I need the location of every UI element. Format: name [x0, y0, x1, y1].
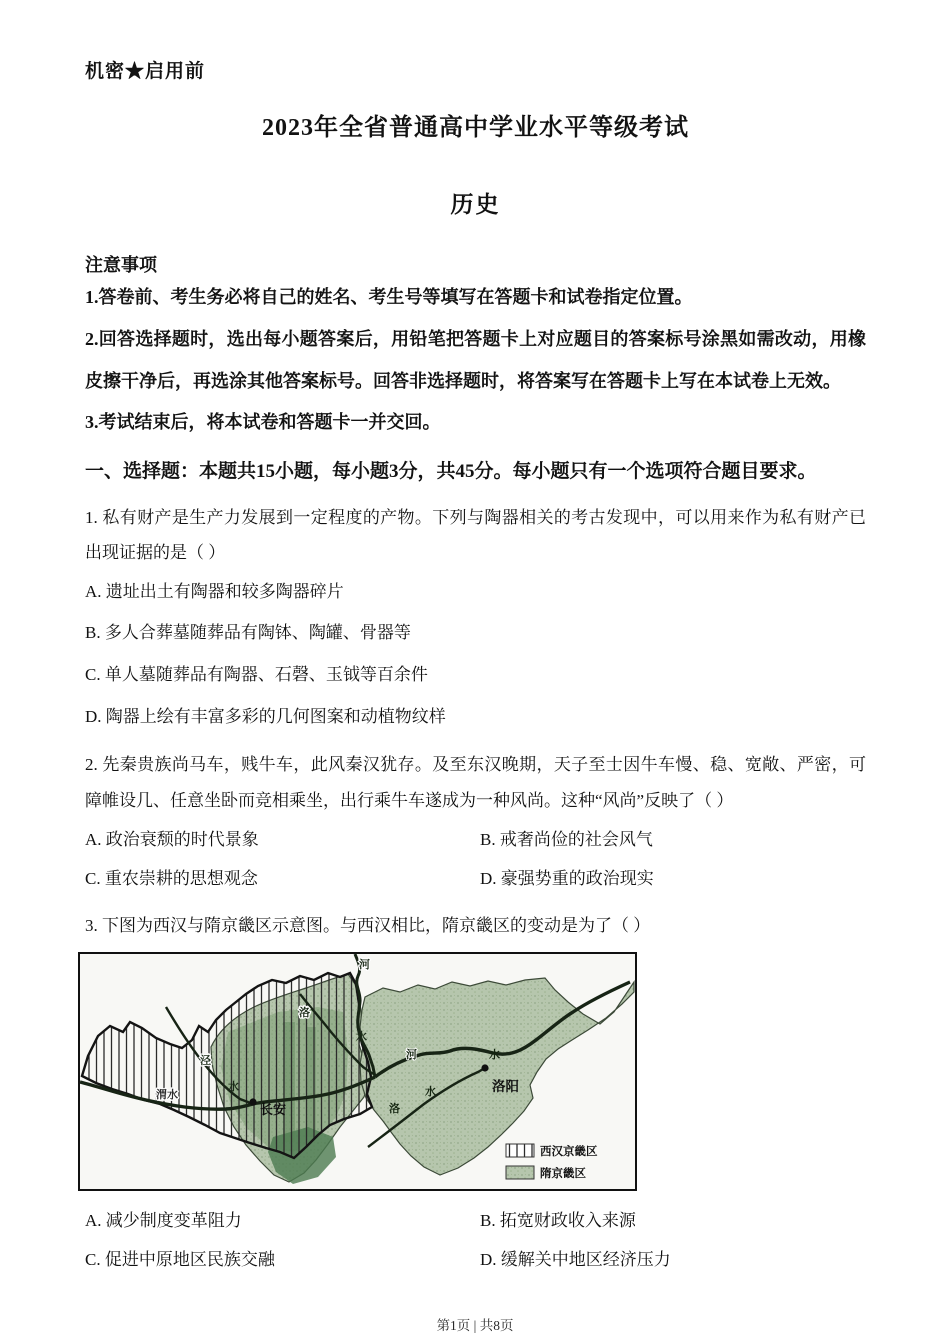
- map-label-he-east: 河: [406, 1048, 417, 1061]
- option-2c: C. 重农崇耕的思想观念: [85, 869, 258, 889]
- map-label-shui-jing: 水: [228, 1080, 239, 1093]
- exam-subject: 历史: [450, 192, 501, 217]
- notice-item-2: 2.回答选择题时，选出每小题答案后，用铅笔把答题卡上对应题目的答案标号涂黑如需改动，用橡皮擦干净后，再选涂其他答案标号。回答非选择题时，将答案写在答题卡上写在本试卷上无效。: [85, 328, 866, 391]
- capital-region-map-figure: [78, 952, 637, 1191]
- luoyang-dot: [481, 1064, 488, 1071]
- map-label-luo-north: 洛: [299, 1006, 310, 1019]
- option-2d: D. 豪强势重的政治现实: [480, 869, 654, 889]
- page-footer: [0, 1314, 950, 1334]
- map-label-shui-heeast: 水: [489, 1048, 500, 1061]
- legend-swatch-sui-green: [506, 1166, 534, 1179]
- map-label-luoyang: 洛阳: [492, 1078, 519, 1094]
- option-3b: B. 拓宽财政收入来源: [480, 1210, 636, 1230]
- option-1c: C. 单人墓随葬品有陶器、石磬、玉钺等百余件: [85, 665, 428, 685]
- capital-region-map: [78, 952, 637, 1191]
- confidential-mark: 机密★启用前: [85, 61, 206, 82]
- question-3-options: [85, 1201, 866, 1279]
- option-3d: D. 缓解关中地区经济压力: [480, 1249, 671, 1269]
- option-2a: A. 政治衰颓的时代景象: [85, 830, 259, 850]
- question-1-options: [85, 571, 866, 738]
- exam-title: 2023年全省普通高中学业水平等级考试: [262, 115, 689, 141]
- notice-item-1: 1.答卷前、考生务必将自己的姓名、考生号等填写在答题卡和试卷指定位置。: [85, 287, 693, 307]
- legend-label-han: 西汉京畿区: [540, 1145, 598, 1158]
- changan-dot: [249, 1098, 256, 1105]
- legend-row-sui: [506, 1166, 586, 1180]
- notice-item-3: 3.考试结束后，将本试卷和答题卡一并交回。: [85, 412, 441, 433]
- question-2-stem: 2. 先秦贵族尚马车，贱牛车，此风秦汉犹存。及至东汉晚期，天子至士因牛车慢、稳、宽敞、严密，可障帷设几、任意坐卧而竞相乘坐，出行乘牛车遂成为一种风尚。这种“风尚”反映了（ ）: [85, 755, 866, 810]
- option-1a: A. 遗址出土有陶器和较多陶器碎片: [85, 581, 344, 601]
- legend-swatch-han-hatch: [506, 1144, 534, 1157]
- map-label-shui-luosouth: 水: [425, 1085, 436, 1098]
- map-label-shui-luonorth: 水: [356, 1030, 367, 1043]
- option-3a: A. 减少制度变革阻力: [85, 1210, 242, 1230]
- legend-row-han: [506, 1144, 598, 1158]
- section-one-heading: 一、选择题：本题共15小题，每小题3分，共45分。每小题只有一个选项符合题目要求。: [85, 461, 817, 482]
- option-1d: D. 陶器上绘有丰富多彩的几何图案和动植物纹样: [85, 706, 446, 726]
- map-label-jing: 泾: [200, 1054, 211, 1067]
- question-3: [85, 908, 866, 1279]
- map-label-luo-south: 洛: [389, 1102, 400, 1115]
- question-3-stem: 3. 下图为西汉与隋京畿区示意图。与西汉相比，隋京畿区的变动是为了（ ）: [85, 916, 651, 936]
- legend-label-sui: 隋京畿区: [540, 1167, 586, 1180]
- question-2-options: [85, 820, 866, 898]
- question-1: [85, 500, 866, 737]
- question-1-stem: 1. 私有财产是生产力发展到一定程度的产物。下列与陶器相关的考古发现中，可以用来作为私有财产已出现证据的是（ ）: [85, 508, 866, 563]
- option-1b: B. 多人合葬墓随葬品有陶钵、陶罐、骨器等: [85, 623, 411, 643]
- page-number: 第1页 | 共8页: [436, 1318, 514, 1333]
- option-3c: C. 促进中原地区民族交融: [85, 1249, 275, 1269]
- notice-heading: 注意事项: [85, 255, 157, 275]
- question-2: [85, 747, 866, 898]
- option-2b: B. 戒奢尚俭的社会风气: [480, 830, 653, 850]
- map-label-weishui: 渭水: [156, 1088, 178, 1101]
- map-label-he-north: 河: [359, 958, 370, 971]
- map-label-changan: 长安: [260, 1101, 287, 1117]
